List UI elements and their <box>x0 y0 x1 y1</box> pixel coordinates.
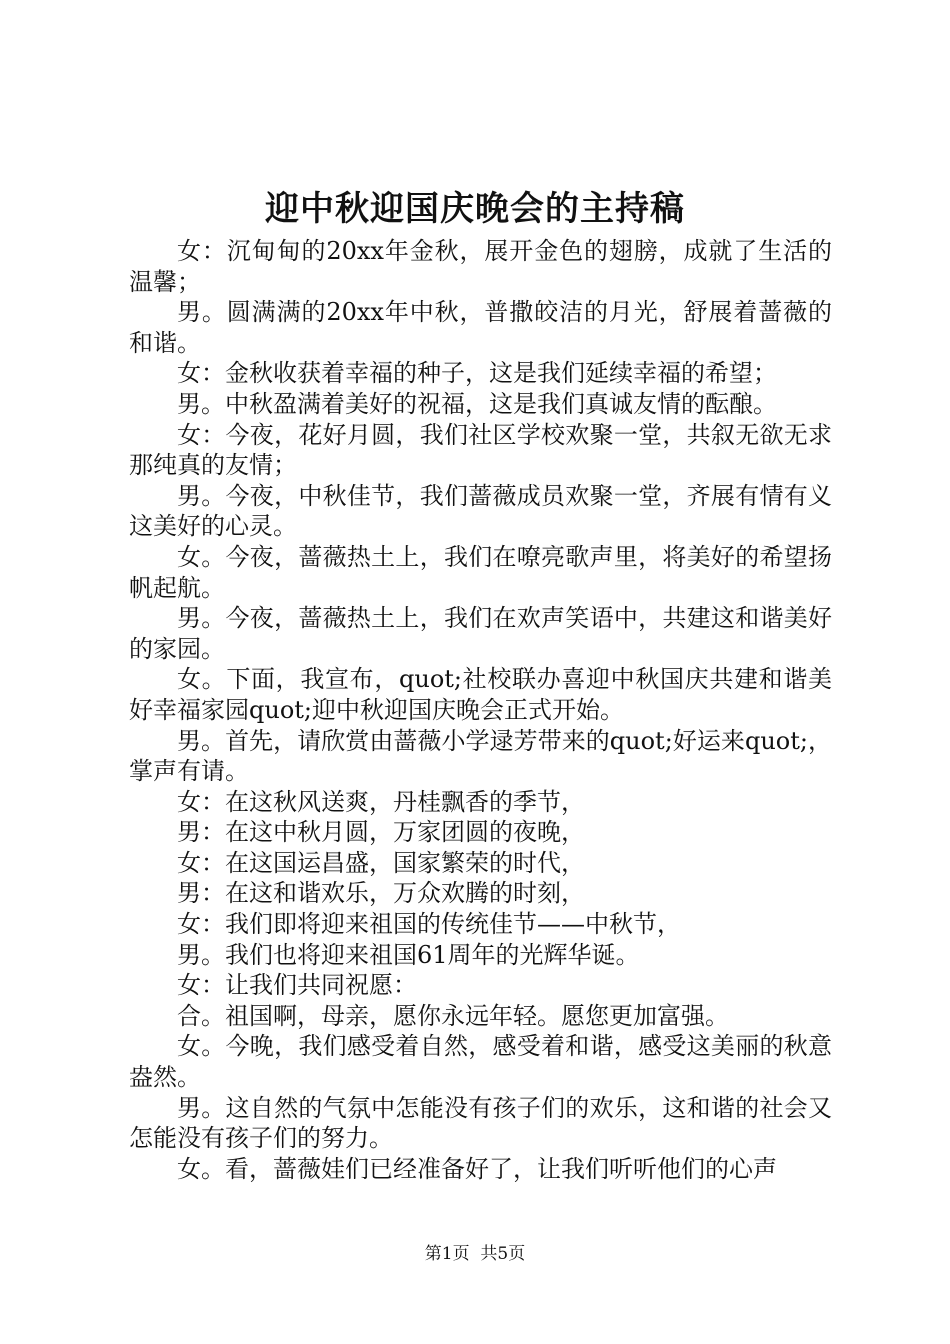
paragraph: 男：在这和谐欢乐，万众欢腾的时刻， <box>177 879 585 908</box>
document-title: 迎中秋迎国庆晚会的主持稿 <box>265 189 685 229</box>
paragraph: 女：沉甸甸的20xx年金秋，展开金色的翅膀，成就了生活的温馨； <box>129 237 832 296</box>
paragraph: 女。今晚，我们感受着自然，感受着和谐，感受这美丽的秋意盎然。 <box>129 1032 832 1092</box>
paragraph: 女：我们即将迎来祖国的传统佳节——中秋节， <box>177 910 681 939</box>
document-body <box>129 236 832 1184</box>
paragraph: 男。今夜，中秋佳节，我们蔷薇成员欢聚一堂，齐展有情有义这美好的心灵。 <box>129 481 832 541</box>
paragraph: 男。中秋盈满着美好的祝福，这是我们真诚友情的酝酿。 <box>177 389 777 418</box>
page-indicator: 第1页 共5页 <box>424 1244 526 1264</box>
paragraph: 男。我们也将迎来祖国61周年的光辉华诞。 <box>177 940 640 969</box>
paragraph: 男。今夜，蔷薇热土上，我们在欢声笑语中，共建这和谐美好的家园。 <box>129 604 832 663</box>
paragraph: 女。看，蔷薇娃们已经准备好了，让我们听听他们的心声 <box>177 1154 777 1183</box>
paragraph: 女。今夜，蔷薇热土上，我们在嘹亮歌声里，将美好的希望扬帆起航。 <box>129 542 832 602</box>
paragraph: 男。圆满满的20xx年中秋，普撒皎洁的月光，舒展着蔷薇的和谐。 <box>129 298 832 357</box>
paragraph: 女：在这秋风送爽，丹桂飘香的季节， <box>177 787 585 816</box>
paragraph: 男：在这中秋月圆，万家团圆的夜晚， <box>177 818 585 847</box>
page-footer <box>0 1243 950 1265</box>
paragraph: 女：让我们共同祝愿： <box>177 971 417 1000</box>
paragraph: 女：在这国运昌盛，国家繁荣的时代， <box>177 848 585 877</box>
paragraph: 女：金秋收获着幸福的种子，这是我们延续幸福的希望； <box>177 359 777 388</box>
paragraph: 男。首先，请欣赏由蔷薇小学逯芳带来的quot;好运来quot;，掌声有请。 <box>129 726 832 786</box>
paragraph: 合。祖国啊，母亲，愿你永远年轻。愿您更加富强。 <box>177 1001 729 1030</box>
paragraph: 男。这自然的气氛中怎能没有孩子们的欢乐，这和谐的社会又怎能没有孩子们的努力。 <box>129 1093 832 1153</box>
paragraph: 女：今夜，花好月圆，我们社区学校欢聚一堂，共叙无欲无求那纯真的友情； <box>129 420 832 480</box>
paragraph: 女。下面，我宣布，quot;社校联办喜迎中秋国庆共建和谐美好幸福家园quot;迎中秋迎国庆晚会正式开始。 <box>129 665 832 724</box>
